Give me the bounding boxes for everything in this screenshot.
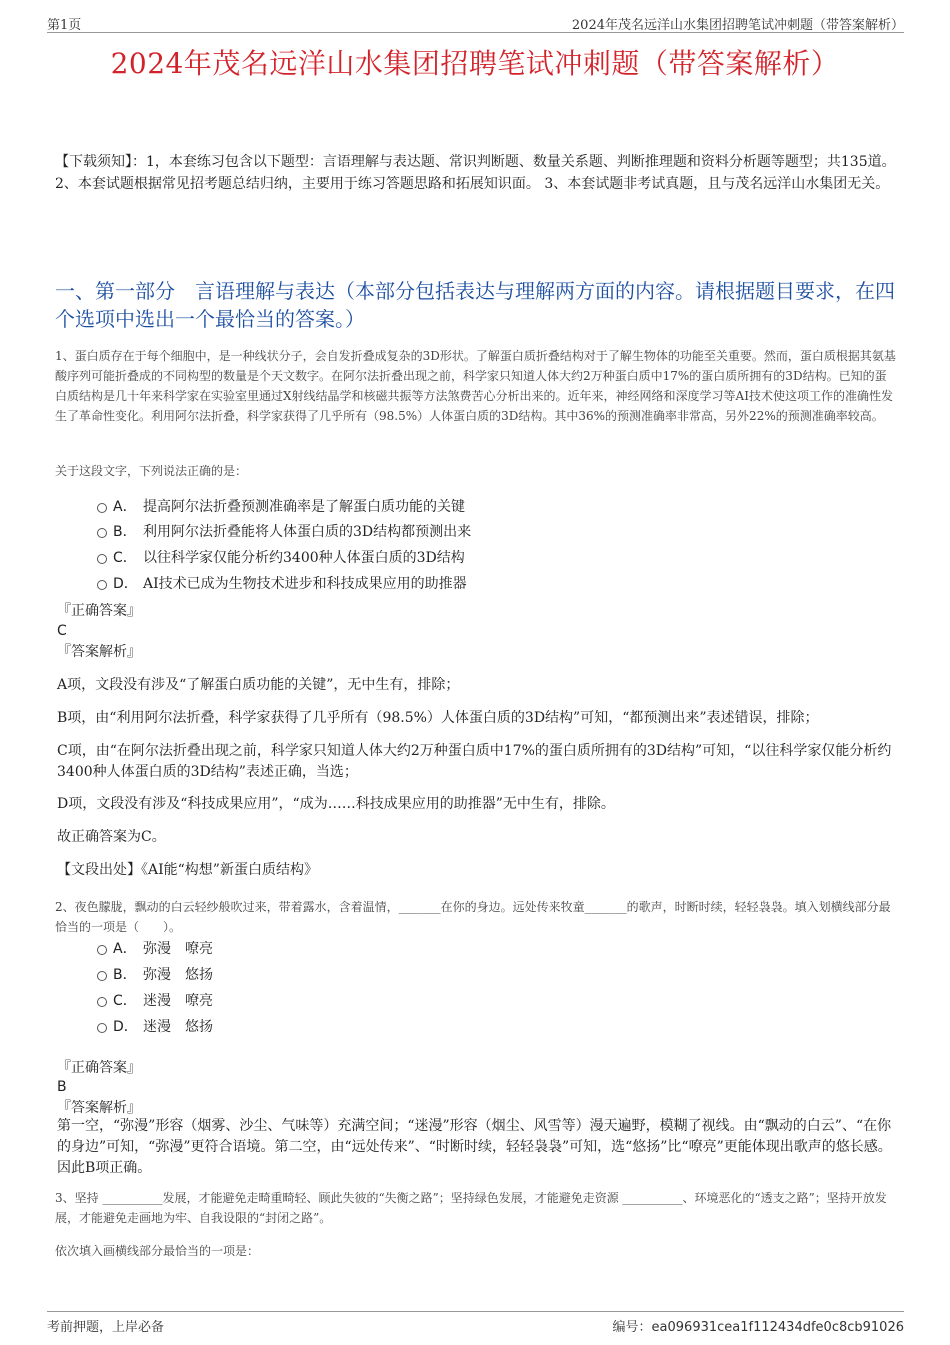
q1-analysis-label: 『答案解析』 [57, 644, 141, 660]
footer-divider [47, 1311, 904, 1312]
q1-analysis-a: A项，文段没有涉及“了解蛋白质功能的关键”，无中生有，排除； [57, 677, 460, 693]
header-divider [47, 32, 904, 33]
footer-slogan: 考前押题，上岸必备 [47, 1320, 165, 1335]
radio-icon[interactable] [97, 528, 107, 538]
radio-icon[interactable] [97, 1023, 107, 1033]
document-code [613, 1316, 904, 1335]
q1-answer: C [57, 623, 67, 639]
page-number: 第1页 [47, 18, 82, 33]
radio-icon[interactable] [97, 945, 107, 955]
radio-icon[interactable] [97, 971, 107, 981]
document-title: 2024年茂名远洋山水集团招聘笔试冲刺题（带答案解析） [110, 47, 840, 80]
q1-answer-label: 『正确答案』 [57, 603, 141, 619]
radio-icon[interactable] [97, 997, 107, 1007]
radio-icon[interactable] [97, 580, 107, 590]
q1-passage: 1、蛋白质存在于每个细胞中，是一种线状分子，会自发折叠成复杂的3D形状。了解蛋白质折叠结构对于了解生物体的功能至关重要。然而，蛋白质根据其氨基酸序列可能折叠成的不同构型的数量是个天文数字。在阿尔法折叠出现之前，科学家只知道人体大约2万种蛋白质中17%的蛋白质所拥有的3D结构。已知的蛋白质结构是几十年来科学家在实验室里通过X射线结晶学和核磁共振等方法煞费苦心分析出来的。近年来，神经网络和深度学习等AI技术使这项工作的准确性发生了革命性变化。利用阿尔法折叠，科学家获得了几乎所有（98.5%）人体蛋白质的3D结构。其中36%的预测准确率非常高，另外22%的预测准确率较高。 [55, 349, 896, 423]
section-heading: 一、第一部分 言语理解与表达（本部分包括表达与理解两方面的内容。请根据题目要求，在四个选项中选出一个最恰当的答案。） [55, 279, 895, 331]
q1-question: 关于这段文字，下列说法正确的是： [55, 464, 248, 478]
q1-analysis-b: B项，由“利用阿尔法折叠，科学家获得了几乎所有（98.5%）人体蛋白质的3D结构”可知，“都预测出来”表述错误，排除； [57, 710, 819, 726]
radio-icon[interactable] [97, 503, 107, 513]
q1-analysis-c: C项，由“在阿尔法折叠出现之前，科学家只知道人体大约2万种蛋白质中17%的蛋白质所拥有的3D结构”可知，“以往科学家仅能分析约3400种人体蛋白质的3D结构”表述正确，当选； [57, 743, 892, 780]
q1-analysis-d: D项，文段没有涉及“科技成果应用”，“成为……科技成果应用的助推器”无中生有，排除。 [57, 796, 615, 812]
q1-conclusion: 故正确答案为C。 [57, 829, 166, 845]
q2-answer: B [57, 1079, 67, 1095]
q2-answer-label: 『正确答案』 [57, 1060, 141, 1076]
q2-passage: 2、夜色朦胧，飘动的白云轻纱般吹过来，带着露水，含着温情，_______在你的身边。远处传来牧童_______的歌声，时断时续，轻轻袅袅。填入划横线部分最恰当的一项是（ ）。 [55, 900, 891, 934]
code-value: ea096931cea1f112434dfe0c8cb91026 [651, 1320, 904, 1335]
running-title: 2024年茂名远洋山水集团招聘笔试冲刺题（带答案解析） [571, 18, 904, 33]
radio-icon[interactable] [97, 554, 107, 564]
q1-source: 【文段出处】《AI能“构想”新蛋白质结构》 [57, 862, 318, 878]
code-label: 编号： [612, 1320, 652, 1335]
q2-analysis-label: 『答案解析』 [57, 1100, 141, 1116]
q3-passage: 3、坚持 __________发展，才能避免走畸重畸轻、顾此失彼的“失衡之路”；坚持绿色发展，才能避免走资源 __________、环境恶化的“透支之路”；坚持开放发展，才能避免走画地为牢、自我设限的“封闭之路”。 [55, 1191, 887, 1225]
q2-analysis: 第一空，“弥漫”形容（烟雾、沙尘、气味等）充满空间；“迷漫”形容（烟尘、风雪等）漫天遍野，模糊了视线。由“飘动的白云”、“在你的身边”可知，“弥漫”更符合语境。第二空，由“远处传来”、“时断时续，轻轻袅袅”可知，选“悠扬”比“嘹亮”更能体现出歌声的悠长感。因此B项正确。 [57, 1118, 892, 1176]
download-notice: 【下载须知】：1，本套练习包含以下题型：言语理解与表达题、常识判断题、数量关系题、判断推理题和资料分析题等题型；共135道。 2、本套试题根据常见招考题总结归纳，主要用于练习答题思路和拓展知识面。 3、本套试题非考试真题，且与茂名远洋山水集团无关。 [55, 154, 896, 192]
q3-question: 依次填入画横线部分最恰当的一项是： [55, 1244, 260, 1258]
